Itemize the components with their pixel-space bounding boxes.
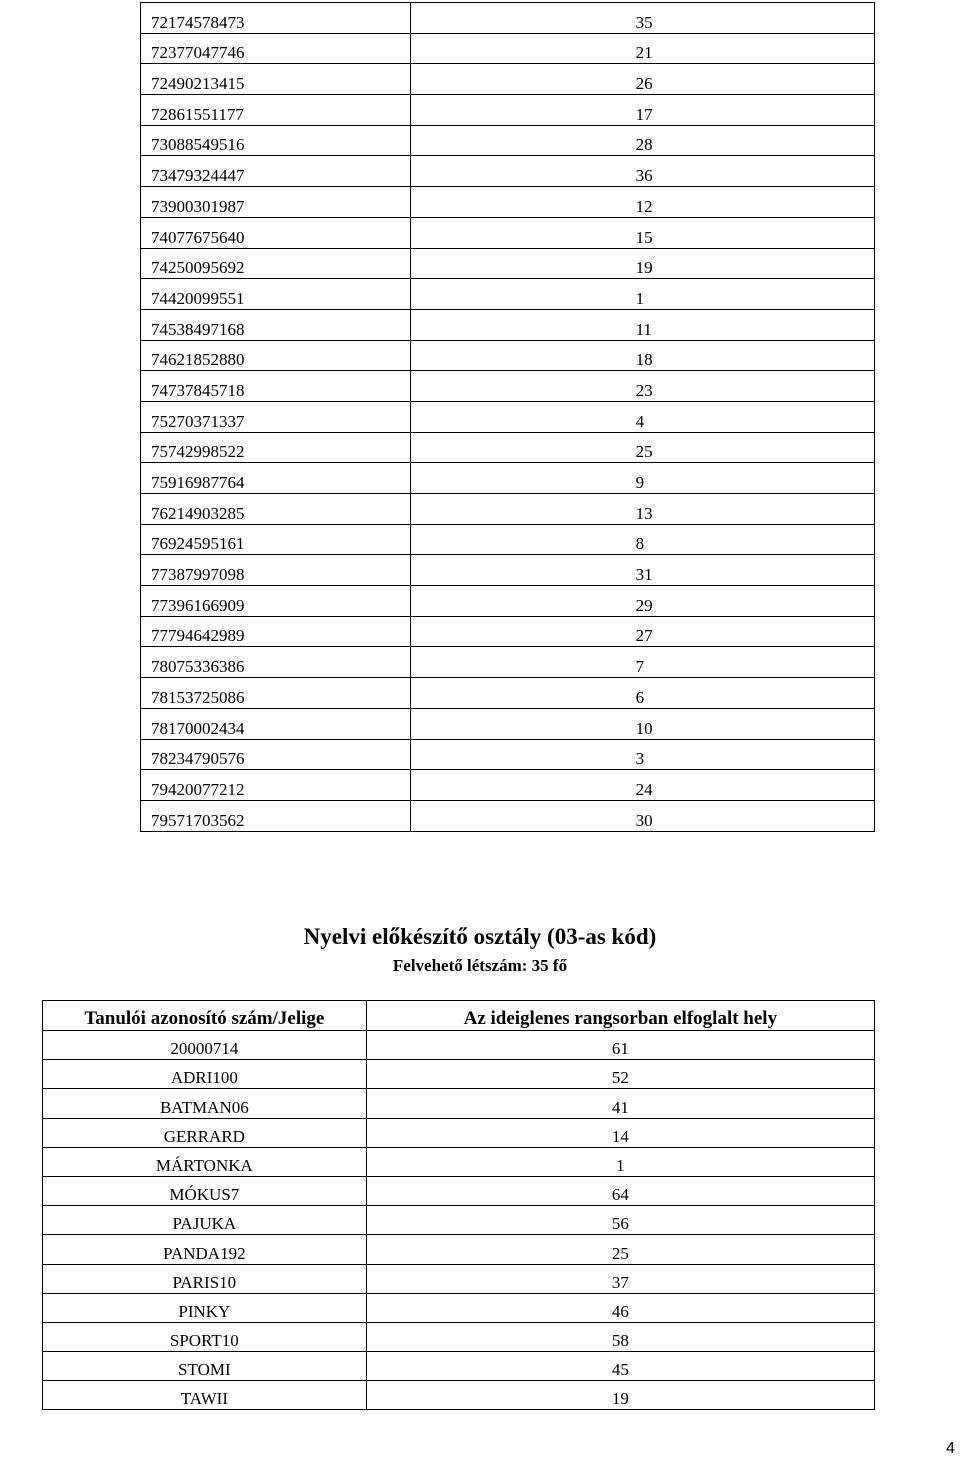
ranking-table-continued [140, 2, 875, 832]
student-id-cell: 76924595161 [141, 524, 411, 555]
table-row [141, 309, 875, 340]
table-row [141, 3, 875, 34]
rank-cell: 4 [410, 401, 874, 432]
rank-cell: 30 [410, 800, 874, 831]
rank-cell: 18 [410, 340, 874, 371]
table-row [43, 1031, 875, 1060]
student-id-cell: PINKY [43, 1293, 367, 1322]
table-row [141, 33, 875, 64]
rank-cell: 31 [410, 555, 874, 586]
table-row [141, 524, 875, 555]
rank-cell: 9 [410, 463, 874, 494]
student-id-cell: 75742998522 [141, 432, 411, 463]
student-id-cell: 72174578473 [141, 3, 411, 34]
rank-cell: 21 [410, 33, 874, 64]
table-row [141, 678, 875, 709]
rank-cell: 52 [366, 1060, 874, 1089]
header-row [43, 1001, 875, 1031]
student-id-cell: 74621852880 [141, 340, 411, 371]
rank-cell: 46 [366, 1293, 874, 1322]
rank-cell: 7 [410, 647, 874, 678]
rank-cell: 35 [410, 3, 874, 34]
student-id-cell: 20000714 [43, 1031, 367, 1060]
table-row [141, 371, 875, 402]
table-row [141, 64, 875, 95]
rank-cell: 6 [410, 678, 874, 709]
table-row [141, 555, 875, 586]
table-row [141, 770, 875, 801]
student-id-cell: 74538497168 [141, 309, 411, 340]
student-id-cell: PANDA192 [43, 1235, 367, 1264]
section-subtitle: Felvehető létszám: 35 fő [392, 956, 568, 975]
header-student-id: Tanulói azonosító szám/Jelige [43, 1001, 367, 1031]
rank-cell: 29 [410, 586, 874, 617]
rank-cell: 11 [410, 309, 874, 340]
rank-cell: 8 [410, 524, 874, 555]
student-id-cell: 72490213415 [141, 64, 411, 95]
table-row [43, 1060, 875, 1089]
rank-cell: 37 [366, 1264, 874, 1293]
student-id-cell: 75270371337 [141, 401, 411, 432]
table-row [141, 95, 875, 126]
student-id-cell: 74250095692 [141, 248, 411, 279]
student-id-cell: PARIS10 [43, 1264, 367, 1293]
table-row [141, 494, 875, 525]
table-row [43, 1322, 875, 1351]
table-row [43, 1176, 875, 1205]
rank-cell: 23 [410, 371, 874, 402]
student-id-cell: 77396166909 [141, 586, 411, 617]
rank-cell: 58 [366, 1322, 874, 1351]
student-id-cell: 74077675640 [141, 217, 411, 248]
rank-cell: 45 [366, 1352, 874, 1381]
table-row [141, 463, 875, 494]
rank-cell: 27 [410, 616, 874, 647]
table-row [141, 125, 875, 156]
rank-cell: 3 [410, 739, 874, 770]
table-row [43, 1293, 875, 1322]
rank-cell: 19 [410, 248, 874, 279]
rank-cell: 36 [410, 156, 874, 187]
table-row [141, 708, 875, 739]
table-row [141, 217, 875, 248]
student-id-cell: BATMAN06 [43, 1089, 367, 1118]
student-id-cell: ADRI100 [43, 1060, 367, 1089]
table-row [141, 432, 875, 463]
student-id-cell: 78234790576 [141, 739, 411, 770]
student-id-cell: PAJUKA [43, 1206, 367, 1235]
rank-cell: 61 [366, 1031, 874, 1060]
rank-cell: 13 [410, 494, 874, 525]
table-row [141, 156, 875, 187]
rank-cell: 25 [410, 432, 874, 463]
table-row [141, 187, 875, 218]
rank-cell: 14 [366, 1118, 874, 1147]
student-id-cell: TAWII [43, 1381, 367, 1410]
student-id-cell: 78170002434 [141, 708, 411, 739]
student-id-cell: 76214903285 [141, 494, 411, 525]
student-id-cell: 72861551177 [141, 95, 411, 126]
rank-cell: 26 [410, 64, 874, 95]
student-id-cell: 75916987764 [141, 463, 411, 494]
table-row [141, 739, 875, 770]
table-row [141, 616, 875, 647]
rank-cell: 15 [410, 217, 874, 248]
table-header [43, 1001, 875, 1031]
student-id-cell: 79571703562 [141, 800, 411, 831]
student-id-cell: MÓKUS7 [43, 1176, 367, 1205]
rank-cell: 56 [366, 1206, 874, 1235]
student-id-cell: 74420099551 [141, 279, 411, 310]
table-row [43, 1206, 875, 1235]
table-row [141, 800, 875, 831]
table-row [43, 1381, 875, 1410]
student-id-cell: 77387997098 [141, 555, 411, 586]
rank-cell: 64 [366, 1176, 874, 1205]
table-row [141, 279, 875, 310]
student-id-cell: 73900301987 [141, 187, 411, 218]
student-id-cell: 72377047746 [141, 33, 411, 64]
student-id-cell: 77794642989 [141, 616, 411, 647]
table-row [43, 1089, 875, 1118]
student-id-cell: MÁRTONKA [43, 1147, 367, 1176]
table-row [141, 647, 875, 678]
student-id-cell: 74737845718 [141, 371, 411, 402]
page-number: 4 [946, 1440, 955, 1457]
student-id-cell: 73479324447 [141, 156, 411, 187]
section-title: Nyelvi előkészítő osztály (03-as kód) [303, 924, 657, 949]
rank-cell: 19 [366, 1381, 874, 1410]
table-row [43, 1235, 875, 1264]
ranking-table-body [141, 3, 875, 832]
rank-cell: 17 [410, 95, 874, 126]
table-row [141, 340, 875, 371]
rank-cell: 24 [410, 770, 874, 801]
student-id-cell: 73088549516 [141, 125, 411, 156]
student-id-cell: 78075336386 [141, 647, 411, 678]
language-prep-ranking-table [42, 1000, 875, 1410]
student-id-cell: STOMI [43, 1352, 367, 1381]
table-row [141, 586, 875, 617]
table-row [141, 248, 875, 279]
table-row [43, 1118, 875, 1147]
rank-cell: 12 [410, 187, 874, 218]
table-row [43, 1352, 875, 1381]
rank-cell: 28 [410, 125, 874, 156]
rank-cell: 1 [366, 1147, 874, 1176]
student-id-cell: GERRARD [43, 1118, 367, 1147]
language-prep-table-body [43, 1031, 875, 1410]
table-row [43, 1264, 875, 1293]
table-row [43, 1147, 875, 1176]
student-id-cell: SPORT10 [43, 1322, 367, 1351]
student-id-cell: 78153725086 [141, 678, 411, 709]
rank-cell: 25 [366, 1235, 874, 1264]
rank-cell: 1 [410, 279, 874, 310]
student-id-cell: 79420077212 [141, 770, 411, 801]
rank-cell: 10 [410, 708, 874, 739]
header-rank: Az ideiglenes rangsorban elfoglalt hely [366, 1001, 874, 1031]
table-row [141, 401, 875, 432]
rank-cell: 41 [366, 1089, 874, 1118]
